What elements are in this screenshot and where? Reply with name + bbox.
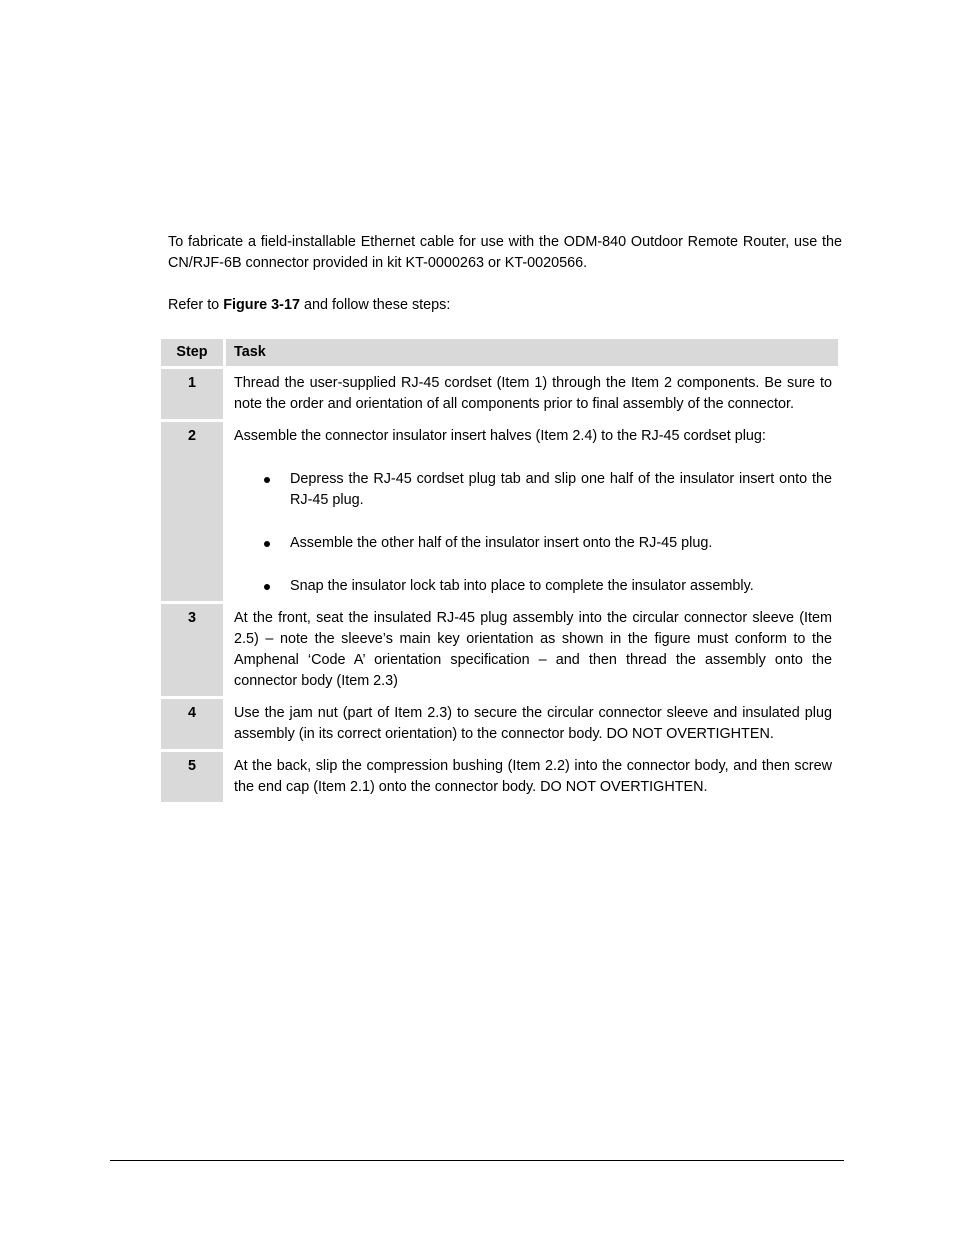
list-item-text: Assemble the other half of the insulator insert onto the RJ-45 plug. (290, 535, 713, 551)
task-text: Use the jam nut (part of Item 2.3) to secure the circular connector sleeve and insulated plug assembly (in its correct orientation) to the connector body. DO NOT OVERTIGHTEN. (226, 699, 838, 749)
refer-paragraph (168, 295, 842, 316)
list-item-text: Snap the insulator lock tab into place to complete the insulator assembly. (290, 578, 754, 594)
list-item (234, 576, 832, 597)
intro-paragraph: To fabricate a field-installable Ethernet cable for use with the ODM-840 Outdoor Remote Router, use the CN/RJF-6B connector provided in kit KT-0000263 or KT-0020566. (168, 234, 842, 271)
bullet-icon (264, 477, 270, 483)
table-row (161, 752, 838, 802)
step-number: 1 (161, 369, 226, 419)
steps-table (161, 336, 838, 805)
step-number: 5 (161, 752, 226, 802)
bullet-icon (264, 584, 270, 590)
table-header-row (161, 339, 838, 366)
refer-suffix: and follow these steps: (299, 297, 451, 313)
task-text: Assemble the connector insulator insert halves (Item 2.4) to the RJ-45 cordset plug: (234, 428, 766, 444)
table-row (161, 422, 838, 601)
task-cell (226, 422, 838, 601)
footer-divider (110, 1160, 844, 1161)
task-text: At the front, seat the insulated RJ-45 plug assembly into the circular connector sleeve (Item 2.5) – note the sleeve’s main key orientation as shown in the figure must conform to the Amphenal ‘Code A’ orientation specification – and then thread the assembly onto the connector body (Item 2.3) (226, 604, 838, 696)
step-number: 3 (161, 604, 226, 696)
step-number: 2 (161, 422, 226, 601)
step-number: 4 (161, 699, 226, 749)
refer-prefix: Refer to (168, 297, 224, 313)
table-row (161, 699, 838, 749)
bullet-list (234, 469, 832, 597)
step-column-header: Step (161, 339, 226, 366)
task-text: Thread the user-supplied RJ-45 cordset (Item 1) through the Item 2 components. Be sure to note the order and orientation of all components prior to final assembly of the connector. (226, 369, 838, 419)
figure-reference: Figure 3-17 (223, 297, 300, 313)
table-row (161, 369, 838, 419)
task-text: At the back, slip the compression bushing (Item 2.2) into the connector body, and then screw the end cap (Item 2.1) onto the connector body. DO NOT OVERTIGHTEN. (226, 752, 838, 802)
bullet-icon (264, 541, 270, 547)
task-column-header: Task (226, 339, 838, 366)
table-row (161, 604, 838, 696)
list-item (234, 469, 832, 511)
list-item-text: Depress the RJ-45 cordset plug tab and slip one half of the insulator insert onto the RJ-45 plug. (290, 471, 832, 508)
list-item (234, 533, 832, 554)
